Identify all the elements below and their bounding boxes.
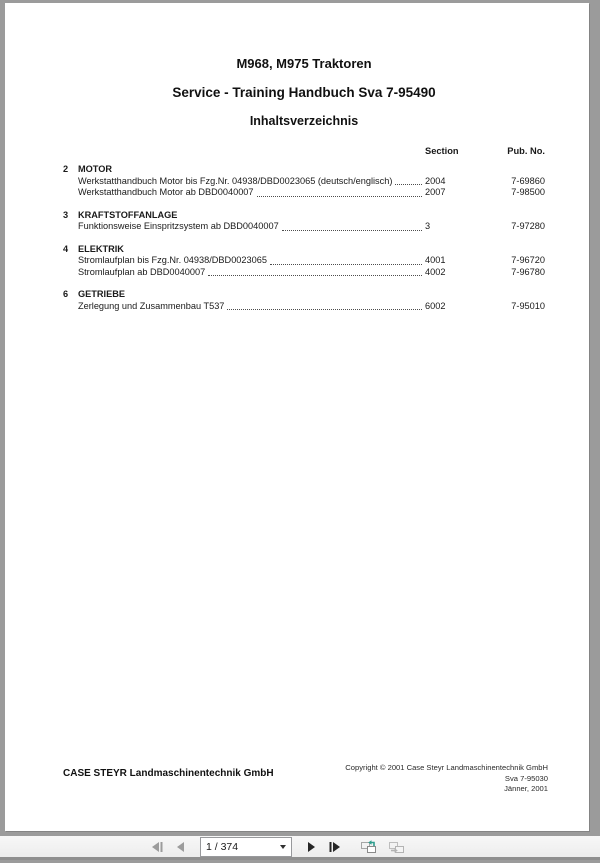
toc-item-label: Stromlaufplan ab DBD0040007 bbox=[78, 266, 206, 277]
last-page-button[interactable] bbox=[326, 840, 344, 854]
next-view-icon bbox=[388, 839, 405, 854]
toc-item-pub-number: 7-97280 bbox=[511, 221, 545, 231]
dot-leader bbox=[395, 184, 422, 185]
column-header-section: Section bbox=[425, 146, 459, 156]
toc-section bbox=[63, 244, 545, 279]
toc-item-pub-number: 7-96780 bbox=[511, 266, 545, 277]
toc-section-heading bbox=[63, 244, 545, 256]
toc-section-heading bbox=[63, 164, 545, 176]
toc-item-pub-number: 7-98500 bbox=[511, 187, 545, 197]
toc-row bbox=[63, 176, 545, 188]
footer-copyright-line: Jänner, 2001 bbox=[504, 784, 548, 794]
previous-view-button[interactable] bbox=[358, 838, 379, 855]
page-number-combobox[interactable] bbox=[200, 837, 292, 857]
toc-section-name: ELEKTRIK bbox=[78, 243, 124, 254]
page-footer bbox=[5, 763, 589, 795]
view-history-buttons bbox=[358, 838, 407, 855]
page-navigation-toolbar bbox=[0, 836, 600, 860]
toc-header-spacer bbox=[63, 146, 425, 156]
doc-title: M968, M975 Traktoren bbox=[236, 56, 372, 71]
toc-section-name: GETRIEBE bbox=[78, 289, 125, 299]
footer-copyright-block bbox=[345, 763, 548, 795]
dot-leader bbox=[257, 196, 422, 197]
previous-view-icon bbox=[360, 839, 377, 854]
first-page-icon bbox=[150, 841, 164, 853]
toc-item-section: 3 bbox=[425, 221, 431, 231]
doc-heading: Inhaltsverzeichnis bbox=[249, 114, 359, 128]
first-page-button[interactable] bbox=[148, 840, 166, 854]
footer-copyright-line: Sva 7-95030 bbox=[504, 773, 548, 783]
next-view-button[interactable] bbox=[386, 838, 407, 855]
toc-item-label: Werkstatthandbuch Motor bis Fzg.Nr. 04938/DBD0023065 (deutsch/englisch) bbox=[78, 175, 393, 186]
toc-item-section: 6002 bbox=[425, 300, 446, 311]
footer-copyright-line: Copyright © 2001 Case Steyr Landmaschinentechnik GmbH bbox=[345, 763, 548, 772]
toc-row bbox=[63, 187, 545, 199]
previous-page-icon bbox=[176, 841, 186, 853]
doc-subtitle: Service - Training Handbuch Sva 7-95490 bbox=[172, 85, 436, 100]
toc-row bbox=[63, 267, 545, 279]
toc-item-pub-number: 7-69860 bbox=[511, 175, 545, 186]
toc-row bbox=[63, 255, 545, 267]
toc-item-pub-number: 7-96720 bbox=[511, 255, 545, 265]
toc-item-section: 2004 bbox=[425, 175, 446, 186]
toc-section-number: 3 bbox=[63, 209, 69, 220]
toc-item-section: 4002 bbox=[425, 266, 446, 277]
dot-leader bbox=[227, 309, 422, 310]
document-page bbox=[5, 3, 589, 831]
toc-item-label: Werkstatthandbuch Motor ab DBD0040007 bbox=[78, 187, 254, 197]
toc-section-name: MOTOR bbox=[78, 164, 113, 174]
toc-row bbox=[63, 221, 545, 233]
toc-body bbox=[63, 164, 545, 312]
toc-section-heading bbox=[63, 289, 545, 301]
toc-section-name: KRAFTSTOFFANLAGE bbox=[78, 209, 178, 220]
document-content bbox=[5, 3, 589, 312]
previous-page-button[interactable] bbox=[174, 840, 188, 854]
dot-leader bbox=[270, 264, 422, 265]
toc-section bbox=[63, 164, 545, 199]
footer-company: CASE STEYR Landmaschinentechnik GmbH bbox=[63, 768, 274, 779]
toc-section-heading bbox=[63, 210, 545, 222]
dot-leader bbox=[282, 230, 422, 231]
dot-leader bbox=[208, 275, 422, 276]
next-page-icon bbox=[306, 841, 316, 853]
combo-dropdown-arrow-icon[interactable] bbox=[280, 845, 286, 849]
toc-section-number: 4 bbox=[63, 243, 69, 254]
toc-item-label: Funktionsweise Einspritzsystem ab DBD0040007 bbox=[78, 221, 279, 231]
toc-section bbox=[63, 289, 545, 312]
toc-section bbox=[63, 210, 545, 233]
toc-item-label: Stromlaufplan bis Fzg.Nr. 04938/DBD0023065 bbox=[78, 255, 267, 265]
toc-column-headers bbox=[63, 146, 545, 156]
toc-item-label: Zerlegung und Zusammenbau T537 bbox=[78, 300, 225, 311]
toc-row bbox=[63, 301, 545, 313]
toc-item-section: 4001 bbox=[425, 255, 446, 265]
next-page-button[interactable] bbox=[304, 840, 318, 854]
toc-item-section: 2007 bbox=[425, 187, 446, 197]
toc-section-number: 6 bbox=[63, 289, 69, 299]
column-header-pub: Pub. No. bbox=[507, 146, 545, 156]
page-number-value: 1 / 374 bbox=[206, 840, 239, 853]
last-page-icon bbox=[328, 841, 342, 853]
toc-section-number: 2 bbox=[63, 164, 69, 174]
toc-item-pub-number: 7-95010 bbox=[511, 300, 545, 311]
